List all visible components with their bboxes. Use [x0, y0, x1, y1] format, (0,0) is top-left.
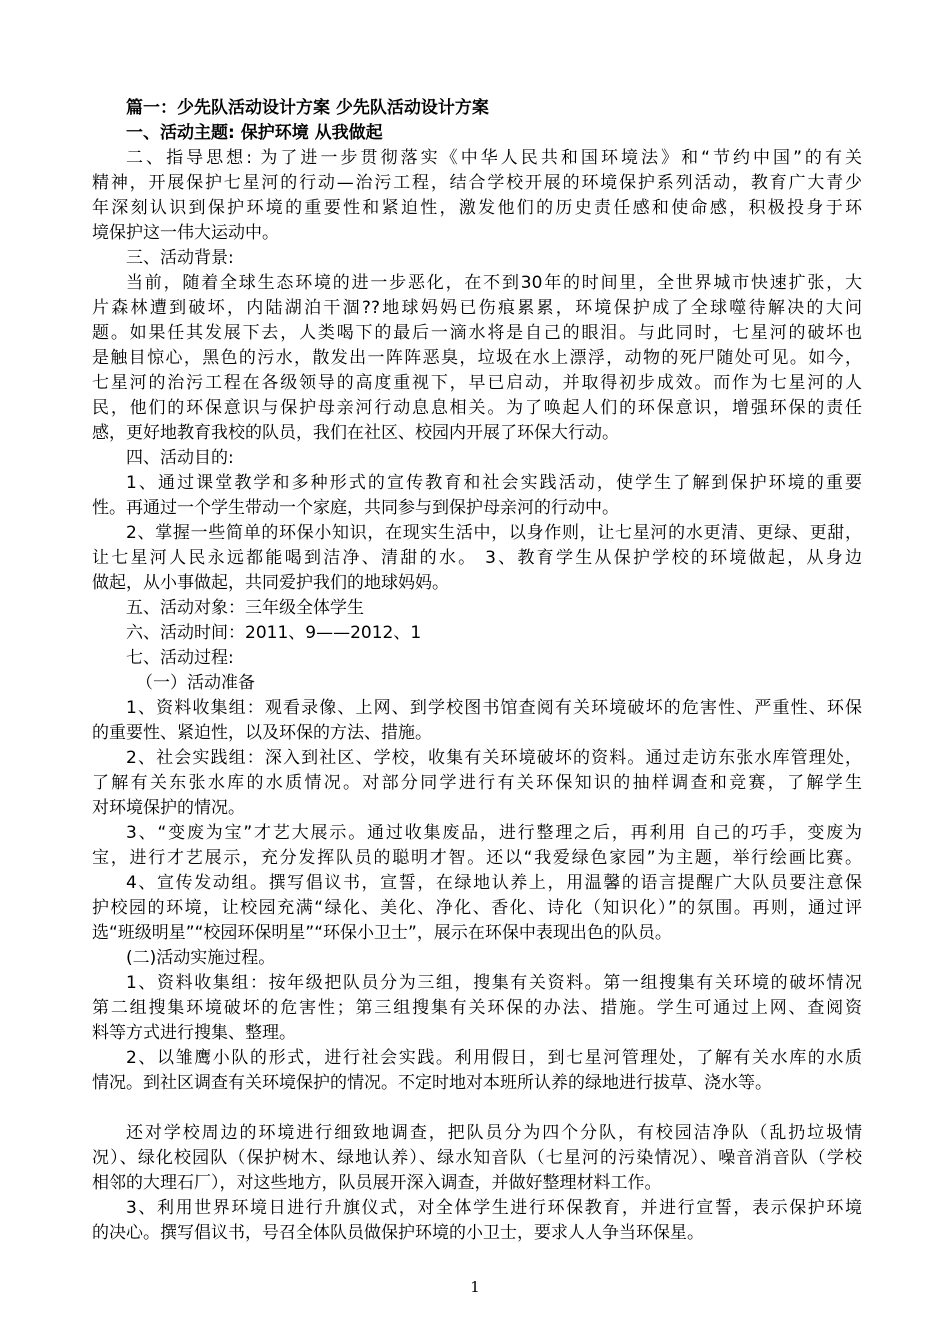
paragraph-line: 感，更好地教育我校的队员，我们在社区、校园内开展了环保大行动。	[92, 423, 619, 443]
paragraph-line: 精神，开展保护七星河的行动—治污工程，结合学校开展的环境保护系列活动，教育广大青少	[92, 173, 862, 193]
paragraph-line: 还对学校周边的环境进行细致地调查，把队员分为四个分队，有校园洁净队（乱扔垃圾情	[126, 1123, 862, 1143]
paragraph-line: 当前，随着全球生态环境的进一步恶化，在不到30年的时间里，全世界城市快速扩张，大	[126, 273, 862, 293]
paragraph-line: 了解有关东张水库的水质情况。对部分同学进行有关环保知识的抽样调查和竞赛，了解学生	[92, 773, 862, 793]
paragraph-line: 让七星河人民永远都能喝到洁净、清甜的水。 3、教育学生从保护学校的环境做起，从身边	[92, 548, 862, 568]
paragraph-line: 的决心。撰写倡议书，号召全体队员做保护环境的小卫士，要求人人争当环保星。	[92, 1223, 704, 1243]
paragraph-line: 对环境保护的情况。	[92, 798, 245, 818]
paragraph-line: 况）、绿化校园队（保护树木、绿地认养）、绿水知音队（七星河的污染情况）、噪音消音队（学校	[92, 1148, 862, 1168]
paragraph-line: 料等方式进行搜集、整理。	[92, 1023, 296, 1043]
paragraph-line: 2、以雏鹰小队的形式，进行社会实践。利用假日，到七星河管理处，了解有关水库的水质	[126, 1048, 862, 1068]
document-title: 篇一：少先队活动设计方案 少先队活动设计方案	[126, 98, 489, 118]
paragraph-line: 题。如果任其发展下去，人类喝下的最后一滴水将是自己的眼泪。与此同时，七星河的破坏也	[92, 323, 862, 343]
section-heading-audience: 五、活动对象：三年级全体学生	[126, 598, 364, 618]
paragraph-line: 情况。到社区调查有关环境保护的情况。不定时地对本班所认养的绿地进行拔草、浇水等。	[92, 1073, 772, 1093]
paragraph-line: 3、“变废为宝”才艺大展示。通过收集废品，进行整理之后，再利用 自己的巧手，变废为	[126, 823, 862, 843]
paragraph-line: 民，他们的环保意识与保护母亲河行动息息相关。为了唤起人们的环保意识，增强环保的责任	[92, 398, 862, 418]
subsection-heading-preparation: （一）活动准备	[136, 673, 255, 693]
section-heading-theme: 一、活动主题: 保护环境 从我做起	[126, 123, 383, 143]
blank-line	[92, 1096, 862, 1121]
paragraph-line: 宝，进行才艺展示，充分发挥队员的聪明才智。还以“我爱绿色家园”为主题，举行绘画比赛。	[92, 848, 862, 868]
page-number: 1	[470, 1278, 480, 1296]
paragraph-line: 七星河的治污工程在各级领导的高度重视下，早已启动，并取得初步成效。而作为七星河的人	[92, 373, 862, 393]
paragraph-line: 性。再通过一个学生带动一个家庭，共同参与到保护母亲河的行动中。	[92, 498, 619, 518]
paragraph-line: 的重要性、紧迫性，以及环保的方法、措施。	[92, 723, 432, 743]
paragraph-line: 1、资料收集组：按年级把队员分为三组，搜集有关资料。第一组搜集有关环境的破坏情况	[126, 973, 862, 993]
paragraph-line: 做起，从小事做起，共同爱护我们的地球妈妈。	[92, 573, 449, 593]
section-heading-process: 七、活动过程:	[126, 648, 234, 668]
paragraph-line: 1、资料收集组：观看录像、上网、到学校图书馆查阅有关环境破坏的危害性、严重性、环保	[126, 698, 862, 718]
section-heading-background: 三、活动背景:	[126, 248, 234, 268]
paragraph-line: 二、指导思想: 为了进一步贯彻落实《中华人民共和国环境法》和“节约中国”的有关	[126, 148, 862, 168]
paragraph-line: 年深刻认识到保护环境的重要性和紧迫性，激发他们的历史责任感和使命感，积极投身于环	[92, 198, 862, 218]
paragraph-line: 2、掌握一些简单的环保小知识，在现实生活中，以身作则，让七星河的水更清、更绿、更甜，	[126, 523, 862, 543]
paragraph-line: 片森林遭到破坏，内陆湖泊干涸??地球妈妈已伤痕累累，环境保护成了全球噬待解决的大问	[92, 298, 862, 318]
section-heading-goals: 四、活动目的:	[126, 448, 234, 468]
paragraph-line: 选“班级明星”“校园环保明星”“环保小卫士”，展示在环保中表现出色的队员。	[92, 923, 672, 943]
paragraph-line: 2、社会实践组：深入到社区、学校，收集有关环境破坏的资料。通过走访东张水库管理处，	[126, 748, 862, 768]
document-body	[92, 96, 862, 1246]
subsection-heading-implementation: (二)活动实施过程。	[126, 948, 276, 968]
paragraph-line: 护校园的环境，让校园充满“绿化、美化、净化、香化、诗化（知识化）”的氛围。再则，通过评	[92, 898, 862, 918]
paragraph-line: 是触目惊心，黑色的污水，散发出一阵阵恶臭，垃圾在水上漂浮，动物的死尸随处可见。如今，	[92, 348, 862, 368]
paragraph-line: 境保护这一伟大运动中。	[92, 223, 279, 243]
paragraph-line: 4、宣传发动组。撰写倡议书，宣誓，在绿地认养上，用温馨的语言提醒广大队员要注意保	[126, 873, 862, 893]
section-heading-time: 六、活动时间：2011、9——2012、1	[126, 623, 422, 643]
paragraph-line: 相邻的大理石厂），对这些地方，队员展开深入调查，并做好整理材料工作。	[92, 1173, 662, 1193]
paragraph-line: 1、通过课堂教学和多种形式的宣传教育和社会实践活动，使学生了解到保护环境的重要	[126, 473, 862, 493]
paragraph-line: 第二组搜集环境破坏的危害性；第三组搜集有关环保的办法、措施。学生可通过上网、查阅资	[92, 998, 862, 1018]
paragraph-line: 3、利用世界环境日进行升旗仪式，对全体学生进行环保教育，并进行宣誓，表示保护环境	[126, 1198, 862, 1218]
